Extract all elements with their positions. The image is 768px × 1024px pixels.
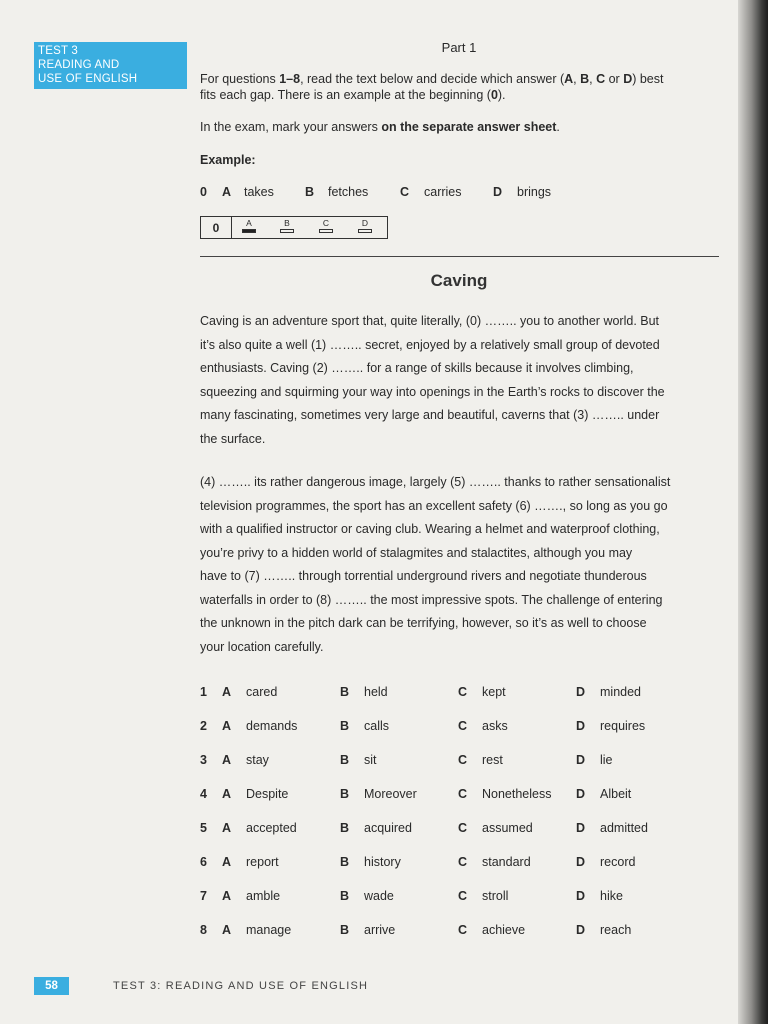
- example-label: Example:: [200, 153, 256, 167]
- option-letter: D: [576, 923, 586, 937]
- option-letter: C: [458, 753, 468, 767]
- passage-line: enthusiasts. Caving (2) …….. for a range of skills because it involves climbing,: [200, 361, 634, 375]
- example-option-word: carries: [424, 185, 462, 199]
- option-c: kept: [482, 685, 506, 699]
- option-b: Moreover: [364, 787, 417, 801]
- answer-bubble-filled-mark: [242, 229, 256, 233]
- option-b: calls: [364, 719, 390, 733]
- answer-bubble-mark: [319, 229, 333, 233]
- passage-line: the surface.: [200, 431, 266, 446]
- option-b: sit: [364, 753, 377, 767]
- passage-line: Caving is an adventure sport that, quite literally, (0) …….. you to another world. But: [200, 314, 660, 328]
- instr-letter: A: [564, 72, 574, 86]
- answer-bubble-letter: C: [322, 218, 330, 228]
- answer-bubble-mark: [358, 229, 372, 233]
- option-letter: C: [458, 923, 468, 937]
- passage-paragraph-2: [200, 471, 725, 659]
- option-c: standard: [482, 855, 531, 869]
- option-d: hike: [600, 889, 623, 903]
- option-b: arrive: [364, 923, 396, 937]
- passage-line: have to (7) …….. through torrential underground rivers and negotiate thunderous: [200, 569, 647, 583]
- option-c: achieve: [482, 923, 526, 937]
- example-option-letter: C: [400, 185, 410, 199]
- option-letter: B: [340, 753, 350, 767]
- option-a: manage: [246, 923, 292, 937]
- option-letter: C: [458, 855, 468, 869]
- instr-example-number: 0: [490, 88, 498, 102]
- option-letter: A: [222, 787, 232, 801]
- option-letter: B: [340, 923, 350, 937]
- option-letter: A: [222, 753, 232, 767]
- section-divider: [200, 256, 719, 257]
- passage-line: many fascinating, sometimes very large and beautiful, caverns that (3) …….. under: [200, 408, 660, 422]
- example-number: 0: [200, 185, 207, 199]
- question-number: 5: [200, 821, 207, 835]
- passage-line: waterfalls in order to (8) …….. the most impressive spots. The challenge of entering: [200, 592, 663, 607]
- question-row: [200, 685, 680, 703]
- section-label-line: TEST 3: [38, 45, 78, 57]
- question-number: 1: [200, 685, 207, 699]
- passage-line: you’re privy to a hidden world of stalagmites and stalactites, although you may: [200, 545, 633, 560]
- option-a: amble: [246, 889, 281, 903]
- instr-range: 1–8: [279, 72, 301, 86]
- option-d: Albeit: [600, 787, 632, 801]
- question-row: [200, 923, 680, 941]
- option-d: record: [600, 855, 636, 869]
- option-letter: B: [340, 787, 350, 801]
- answer-grid-number: 0: [201, 217, 232, 238]
- option-letter: A: [222, 889, 232, 903]
- running-footer: TEST 3: READING AND USE OF ENGLISH: [113, 980, 369, 992]
- example-option-letter: A: [222, 185, 232, 199]
- instr-text: or: [605, 72, 624, 86]
- passage-line: television programmes, the sport has an excellent safety (6) ……., so long as you go: [200, 498, 668, 513]
- answer-sheet-note: [200, 119, 720, 135]
- instr-text: ,: [589, 72, 597, 86]
- question-row: [200, 889, 680, 907]
- book-spine-shadow: [738, 0, 768, 1024]
- example-option-letter: B: [305, 185, 315, 199]
- question-number: 2: [200, 719, 207, 733]
- question-number: 3: [200, 753, 207, 767]
- section-label-line: READING AND: [38, 59, 120, 71]
- question-number: 4: [200, 787, 207, 801]
- option-a: demands: [246, 719, 298, 733]
- question-row: [200, 787, 680, 805]
- option-letter: D: [576, 787, 586, 801]
- option-b: history: [364, 855, 401, 869]
- section-label-line: USE OF ENGLISH: [38, 73, 138, 85]
- option-letter: D: [576, 753, 586, 767]
- question-row: [200, 753, 680, 771]
- option-b: held: [364, 685, 388, 699]
- option-letter: B: [340, 685, 350, 699]
- part-title: Part 1: [441, 40, 477, 55]
- passage-paragraph-1: [200, 310, 725, 451]
- option-letter: C: [458, 685, 468, 699]
- instr-text: ).: [497, 88, 506, 102]
- option-letter: A: [222, 821, 232, 835]
- example-options-row: [200, 185, 600, 201]
- option-letter: B: [340, 821, 350, 835]
- instr-letter: B: [580, 72, 590, 86]
- example-option-word: fetches: [328, 185, 369, 199]
- option-a: cared: [246, 685, 278, 699]
- option-c: assumed: [482, 821, 533, 835]
- option-a: report: [246, 855, 279, 869]
- instr-letter: D: [623, 72, 633, 86]
- answer-bubble-letter: B: [284, 218, 290, 228]
- passage-line: it’s also quite a well (1) …….. secret, enjoyed by a relatively small group of devoted: [200, 337, 660, 352]
- instr-text: ,: [573, 72, 581, 86]
- passage-line: with a qualified instructor or caving club. Wearing a helmet and waterproof clothing,: [200, 522, 660, 536]
- example-option-letter: D: [493, 185, 503, 199]
- option-letter: D: [576, 821, 586, 835]
- instr-text: , read the text below and decide which answer (: [300, 72, 565, 86]
- question-number: 8: [200, 923, 207, 937]
- option-letter: B: [340, 889, 350, 903]
- option-letter: C: [458, 787, 468, 801]
- option-letter: A: [222, 855, 232, 869]
- option-c: rest: [482, 753, 503, 767]
- option-letter: B: [340, 719, 350, 733]
- option-letter: A: [222, 923, 232, 937]
- passage-line: your location carefully.: [200, 639, 324, 654]
- option-b: wade: [364, 889, 394, 903]
- answer-bubble-d: [357, 219, 373, 233]
- option-letter: C: [458, 821, 468, 835]
- option-a: stay: [246, 753, 269, 767]
- option-letter: A: [222, 685, 232, 699]
- instr-text: .: [556, 120, 560, 134]
- option-letter: C: [458, 719, 468, 733]
- option-letter: C: [458, 889, 468, 903]
- option-c: stroll: [482, 889, 509, 903]
- option-d: minded: [600, 685, 641, 699]
- section-label-box: [34, 42, 187, 89]
- option-letter: A: [222, 719, 232, 733]
- option-letter: D: [576, 719, 586, 733]
- instructions-paragraph: [200, 71, 720, 103]
- example-option-word: takes: [244, 185, 274, 199]
- option-d: reach: [600, 923, 632, 937]
- option-letter: D: [576, 855, 586, 869]
- question-number: 6: [200, 855, 207, 869]
- instr-emphasis: on the separate answer sheet: [381, 120, 557, 134]
- question-row: [200, 719, 680, 737]
- passage-line: (4) …….. its rather dangerous image, largely (5) …….. thanks to rather sensationalist: [200, 475, 671, 489]
- answer-bubble-a: [241, 219, 257, 233]
- option-a: accepted: [246, 821, 297, 835]
- option-letter: D: [576, 685, 586, 699]
- option-a: Despite: [246, 787, 289, 801]
- option-letter: B: [340, 855, 350, 869]
- instr-letter: C: [596, 72, 606, 86]
- question-row: [200, 855, 680, 873]
- answer-bubble-mark: [280, 229, 294, 233]
- example-option-word: brings: [517, 185, 552, 199]
- answer-bubble-letter: A: [246, 218, 252, 228]
- instr-text: ) best: [632, 72, 664, 86]
- passage-line: the unknown in the pitch dark can be terrifying, however, so it’s as well to choose: [200, 616, 647, 630]
- instr-text: In the exam, mark your answers: [200, 120, 382, 134]
- instr-text: For questions: [200, 72, 280, 86]
- option-c: asks: [482, 719, 508, 733]
- answer-bubble-c: [318, 219, 334, 233]
- answer-bubble-letter: D: [361, 218, 369, 228]
- instr-text: fits each gap. There is an example at the beginning (: [200, 88, 491, 102]
- option-b: acquired: [364, 821, 412, 835]
- passage-line: squeezing and squirming your way into openings in the Earth’s rocks to discover the: [200, 384, 665, 399]
- question-number: 7: [200, 889, 207, 903]
- option-letter: D: [576, 889, 586, 903]
- answer-bubble-b: [279, 219, 295, 233]
- option-d: lie: [600, 753, 613, 767]
- option-d: requires: [600, 719, 646, 733]
- example-answer-grid: [200, 216, 388, 239]
- question-row: [200, 821, 680, 839]
- option-d: admitted: [600, 821, 648, 835]
- option-c: Nonetheless: [482, 787, 552, 801]
- passage-title: Caving: [430, 271, 488, 290]
- page-number: 58: [34, 977, 69, 995]
